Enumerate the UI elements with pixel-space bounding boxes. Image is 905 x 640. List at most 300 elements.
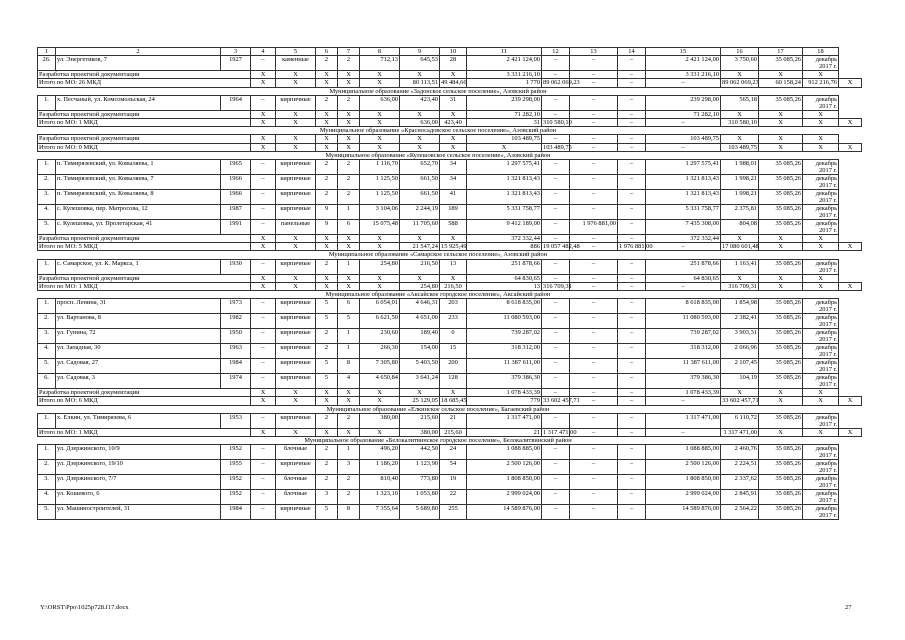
table-cell: 1 321 813,43: [467, 190, 542, 205]
table-cell: 1 297 575,41: [467, 160, 542, 175]
municipality-heading-row: [38, 291, 862, 299]
table-cell: 35 085,26: [759, 220, 803, 235]
table-cell: 1: [338, 445, 360, 460]
table-cell: –: [542, 220, 570, 235]
table-cell: –: [570, 490, 618, 505]
summary-cell: X: [360, 282, 400, 290]
table-cell: 2.: [38, 460, 56, 475]
table-cell: –: [542, 160, 570, 175]
table-cell: –: [570, 413, 618, 428]
table-cell: 588: [440, 220, 467, 235]
summary-cell: –: [646, 79, 721, 87]
table-cell: 35 085,26: [759, 359, 803, 374]
table-cell: 2 564,22: [721, 505, 759, 520]
table-cell: кирпичные: [276, 374, 316, 389]
table-cell: ул. Дзержинского, 7/7: [56, 475, 221, 490]
table-cell: 254,80: [360, 259, 400, 274]
summary-cell: 3 331 216,10: [467, 71, 542, 79]
table-cell: 1 116,70: [360, 160, 400, 175]
table-cell: 104,19: [721, 374, 759, 389]
summary-label: Разработка проектной документации: [38, 135, 251, 143]
table-row: [38, 95, 862, 110]
table-cell: декабрь 2017 г.: [803, 160, 839, 175]
table-cell: 14 589 876,00: [467, 505, 542, 520]
table-cell: просп. Ленина, 31: [56, 299, 221, 314]
table-cell: 1 998,21: [721, 175, 759, 190]
summary-row: [38, 428, 862, 436]
summary-cell: X: [360, 397, 400, 405]
table-cell: –: [618, 160, 646, 175]
summary-cell: –: [618, 282, 646, 290]
summary-cell: X: [251, 119, 276, 127]
table-cell: 1974: [221, 374, 251, 389]
table-cell: 810,40: [360, 475, 400, 490]
summary-cell: 31: [467, 119, 542, 127]
summary-cell: –: [618, 135, 646, 143]
table-cell: кирпичные: [276, 259, 316, 274]
summary-cell: X: [400, 389, 440, 397]
summary-cell: X: [440, 135, 467, 143]
table-cell: –: [570, 374, 618, 389]
summary-cell: X: [251, 243, 276, 251]
table-cell: –: [570, 259, 618, 274]
summary-cell: –: [618, 110, 646, 118]
table-cell: 1 123,90: [400, 460, 440, 475]
summary-cell: –: [542, 235, 570, 243]
summary-cell: 886: [467, 243, 542, 251]
table-cell: 2: [338, 413, 360, 428]
table-cell: 3: [316, 490, 338, 505]
table-cell: –: [570, 460, 618, 475]
summary-cell: –: [542, 135, 570, 143]
summary-cell: X: [803, 71, 839, 79]
table-cell: 5: [316, 314, 338, 329]
table-cell: –: [570, 205, 618, 220]
table-cell: –: [542, 475, 570, 490]
table-cell: –: [618, 175, 646, 190]
table-cell: 5 403,50: [400, 359, 440, 374]
table-cell: –: [251, 95, 276, 110]
table-row: [38, 344, 862, 359]
table-cell: 4 651,00: [400, 314, 440, 329]
table-cell: кирпичные: [276, 205, 316, 220]
summary-cell: X: [276, 79, 316, 87]
summary-cell: X: [440, 143, 467, 151]
summary-cell: X: [316, 282, 338, 290]
summary-cell: X: [839, 428, 862, 436]
table-cell: 2 500 126,00: [467, 460, 542, 475]
table-cell: ул. Машиностроителей, 31: [56, 505, 221, 520]
table-cell: 2 382,41: [721, 314, 759, 329]
table-cell: 1.: [38, 299, 56, 314]
table-row: [38, 445, 862, 460]
table-cell: 2 421 124,00: [646, 56, 721, 71]
table-cell: 5: [338, 314, 360, 329]
table-cell: –: [542, 56, 570, 71]
table-cell: декабрь 2017 г.: [803, 329, 839, 344]
summary-cell: X: [276, 428, 316, 436]
summary-cell: 49 484,66: [441, 79, 467, 87]
table-cell: 41: [440, 190, 467, 205]
table-cell: 1 321 813,43: [646, 175, 721, 190]
summary-cell: X: [338, 135, 360, 143]
summary-cell: –: [618, 235, 646, 243]
table-cell: –: [542, 460, 570, 475]
table-cell: 8 618 835,00: [467, 299, 542, 314]
table-cell: 2.: [38, 314, 56, 329]
table-cell: ул. Энергетиков, 7: [56, 56, 221, 71]
column-number: 7: [338, 48, 360, 56]
summary-cell: –: [618, 274, 646, 282]
table-cell: 1: [338, 344, 360, 359]
table-cell: –: [542, 95, 570, 110]
table-cell: 6 110,72: [721, 413, 759, 428]
table-cell: 1991: [221, 220, 251, 235]
table-cell: 11 387 611,00: [467, 359, 542, 374]
table-cell: –: [251, 445, 276, 460]
summary-cell: 33 602 457,71: [543, 397, 580, 405]
summary-cell: X: [839, 243, 862, 251]
summary-cell: 779: [467, 397, 542, 405]
table-cell: 3.: [38, 329, 56, 344]
table-cell: –: [251, 299, 276, 314]
summary-label: Разработка проектной документации: [38, 389, 251, 397]
column-number: 17: [759, 48, 803, 56]
table-cell: 661,50: [400, 190, 440, 205]
table-cell: 3 750,60: [721, 56, 759, 71]
summary-cell: X: [338, 282, 360, 290]
table-cell: –: [570, 175, 618, 190]
summary-label: Итого по МО: 5 МКД: [38, 243, 251, 251]
table-cell: 6 621,50: [360, 314, 400, 329]
summary-cell: 103 489,75: [543, 143, 572, 151]
table-cell: 1 297 575,41: [646, 160, 721, 175]
table-row: [38, 475, 862, 490]
table-row: [38, 359, 862, 374]
table-cell: 5: [316, 505, 338, 520]
table-cell: –: [251, 220, 276, 235]
table-cell: 8: [338, 359, 360, 374]
table-cell: 2: [338, 160, 360, 175]
table-cell: 2 337,62: [721, 475, 759, 490]
table-cell: п. Тимирязевский, ул. Ковыляева, 8: [56, 190, 221, 205]
table-cell: 230,60: [360, 329, 400, 344]
table-cell: 2 224,51: [721, 460, 759, 475]
summary-cell: X: [803, 282, 839, 290]
table-cell: ул. Садовая, 27: [56, 359, 221, 374]
table-cell: х. Песчаный, ул. Комсомольская, 24: [56, 95, 221, 110]
table-cell: 9: [316, 205, 338, 220]
column-number: 10: [440, 48, 467, 56]
summary-cell: 71 282,10: [646, 110, 721, 118]
table-cell: –: [542, 374, 570, 389]
table-cell: декабрь 2017 г.: [803, 259, 839, 274]
summary-cell: X: [803, 143, 839, 151]
table-cell: –: [618, 56, 646, 71]
table-cell: 2: [316, 413, 338, 428]
column-number: 13: [570, 48, 618, 56]
table-cell: 5: [316, 299, 338, 314]
summary-cell: X: [759, 119, 803, 127]
table-cell: 1 321 813,43: [646, 190, 721, 205]
municipality-heading-row: [38, 405, 862, 413]
summary-label: Итого по МО: 1 МКД: [38, 119, 251, 127]
summary-cell: X: [467, 143, 542, 151]
table-cell: –: [542, 490, 570, 505]
table-cell: 2: [338, 95, 360, 110]
column-number: 8: [360, 48, 400, 56]
table-cell: –: [570, 299, 618, 314]
summary-row: [38, 243, 862, 251]
summary-cell: –: [542, 389, 570, 397]
table-cell: –: [570, 445, 618, 460]
table-cell: кирпичные: [276, 505, 316, 520]
table-cell: 1 808 850,00: [467, 475, 542, 490]
summary-cell: X: [316, 235, 338, 243]
table-cell: 1966: [221, 175, 251, 190]
summary-cell: –: [570, 243, 618, 251]
table-cell: 5 331 758,77: [646, 205, 721, 220]
summary-cell: 80 113,51: [400, 79, 440, 87]
table-cell: п. Тимирязевский, ул. Ковыляева, 1: [56, 160, 221, 175]
summary-cell: X: [400, 110, 440, 118]
table-cell: декабрь 2017 г.: [803, 460, 839, 475]
municipality-heading: Муниципальное образование «Самарское сельское поселение», Азовский район: [38, 251, 839, 259]
table-cell: блочные: [276, 475, 316, 490]
summary-cell: 18 685,45: [441, 397, 467, 405]
table-cell: 13: [440, 259, 467, 274]
table-cell: 379 386,30: [646, 374, 721, 389]
table-cell: 2 460,76: [721, 445, 759, 460]
table-cell: –: [618, 413, 646, 428]
table-cell: кирпичные: [276, 175, 316, 190]
summary-cell: 21 547,24: [400, 243, 440, 251]
summary-cell: X: [276, 397, 316, 405]
table-row: [38, 505, 862, 520]
table-cell: ул. Западная, 30: [56, 344, 221, 359]
table-cell: 380,00: [360, 413, 400, 428]
table-cell: х. Елкин, ул. Тимирязева, 6: [56, 413, 221, 428]
table-cell: –: [570, 160, 618, 175]
table-cell: 1 088 885,00: [467, 445, 542, 460]
summary-cell: –: [570, 274, 618, 282]
summary-cell: –: [646, 143, 721, 151]
table-cell: 496,20: [360, 445, 400, 460]
summary-cell: X: [360, 235, 400, 243]
summary-cell: X: [440, 235, 467, 243]
summary-cell: X: [276, 143, 316, 151]
summary-cell: –: [646, 428, 721, 436]
table-cell: с. Кулешовка, пер. Матросова, 12: [56, 205, 221, 220]
table-cell: 22: [440, 490, 467, 505]
table-row: [38, 329, 862, 344]
summary-cell: X: [338, 235, 360, 243]
table-cell: декабрь 2017 г.: [803, 95, 839, 110]
summary-cell: 316 709,31: [543, 282, 572, 290]
table-cell: 1 988,01: [721, 160, 759, 175]
summary-cell: 636,00: [400, 119, 440, 127]
table-cell: 3 104,06: [360, 205, 400, 220]
summary-row: [38, 274, 862, 282]
summary-cell: X: [759, 71, 803, 79]
table-cell: ул. Вартанова, 8: [56, 314, 221, 329]
table-cell: –: [251, 175, 276, 190]
summary-cell: X: [276, 119, 316, 127]
table-cell: 8 618 835,00: [646, 299, 721, 314]
summary-cell: X: [803, 235, 839, 243]
summary-cell: X: [316, 389, 338, 397]
table-cell: 1: [338, 329, 360, 344]
table-cell: 661,50: [400, 175, 440, 190]
summary-cell: X: [251, 235, 276, 243]
summary-cell: –: [570, 79, 618, 87]
table-cell: –: [618, 344, 646, 359]
table-cell: 35 085,26: [759, 205, 803, 220]
summary-cell: X: [251, 143, 276, 151]
summary-cell: X: [316, 143, 338, 151]
municipality-heading: Муниципальное образование «Кулешовское сельское поселение», Азовский район: [38, 151, 839, 159]
column-number: 3: [221, 48, 251, 56]
summary-cell: X: [360, 135, 400, 143]
table-cell: –: [251, 314, 276, 329]
table-cell: блочные: [276, 445, 316, 460]
summary-cell: X: [316, 397, 338, 405]
table-cell: ул. Дзержинского, 19/10: [56, 460, 221, 475]
table-cell: 6: [338, 220, 360, 235]
summary-cell: X: [360, 243, 400, 251]
table-cell: 739 287,02: [467, 329, 542, 344]
summary-cell: X: [276, 243, 316, 251]
column-number: 6: [316, 48, 338, 56]
summary-cell: X: [316, 243, 338, 251]
summary-cell: X: [338, 243, 360, 251]
table-cell: 1: [338, 259, 360, 274]
summary-cell: X: [400, 143, 440, 151]
table-cell: 4.: [38, 205, 56, 220]
table-cell: 739 287,02: [646, 329, 721, 344]
table-cell: –: [251, 475, 276, 490]
table-cell: –: [618, 95, 646, 110]
summary-cell: X: [316, 119, 338, 127]
table-cell: 2: [316, 445, 338, 460]
summary-label: Разработка проектной документации: [38, 110, 251, 118]
summary-cell: X: [400, 135, 440, 143]
summary-row: [38, 235, 862, 243]
summary-cell: X: [839, 397, 862, 405]
table-cell: –: [570, 475, 618, 490]
summary-cell: X: [759, 235, 803, 243]
page-number: 27: [845, 604, 852, 611]
summary-cell: 89 062 069,23: [543, 79, 580, 87]
table-cell: 21: [440, 413, 467, 428]
summary-row: [38, 389, 862, 397]
summary-cell: X: [338, 274, 360, 282]
table-cell: 1 808 850,00: [646, 475, 721, 490]
table-cell: кирпичные: [276, 413, 316, 428]
column-number: 4: [251, 48, 276, 56]
table-cell: 1 186,20: [360, 460, 400, 475]
summary-cell: X: [276, 389, 316, 397]
summary-cell: X: [338, 119, 360, 127]
table-cell: 0: [440, 329, 467, 344]
summary-cell: X: [338, 389, 360, 397]
summary-cell: X: [759, 143, 803, 151]
table-cell: 442,50: [400, 445, 440, 460]
table-cell: –: [251, 344, 276, 359]
table-cell: 652,70: [400, 160, 440, 175]
table-cell: –: [251, 329, 276, 344]
table-cell: 7 355,64: [360, 505, 400, 520]
summary-cell: –: [618, 397, 646, 405]
summary-cell: X: [803, 135, 839, 143]
summary-cell: X: [251, 389, 276, 397]
table-cell: 2: [338, 175, 360, 190]
table-cell: 1 998,21: [721, 190, 759, 205]
summary-row: [38, 110, 862, 118]
table-cell: 1984: [221, 505, 251, 520]
summary-cell: 912 216,76: [803, 79, 839, 87]
summary-cell: X: [360, 119, 400, 127]
table-cell: 239 298,00: [646, 95, 721, 110]
table-cell: 1 976 881,00: [570, 220, 618, 235]
municipality-heading: Муниципальное образование «Елкинское сельское поселение», Багаевский район: [38, 405, 839, 413]
summary-cell: X: [251, 282, 276, 290]
table-cell: 1965: [221, 160, 251, 175]
table-cell: 636,00: [360, 95, 400, 110]
table-row: [38, 56, 862, 71]
summary-cell: X: [839, 79, 862, 87]
table-cell: 2: [316, 175, 338, 190]
table-cell: 2: [316, 344, 338, 359]
table-cell: декабрь 2017 г.: [803, 175, 839, 190]
table-cell: 2: [316, 259, 338, 274]
column-number: 11: [467, 48, 542, 56]
summary-cell: 64 830,65: [467, 274, 542, 282]
summary-cell: X: [839, 119, 862, 127]
summary-cell: X: [338, 143, 360, 151]
summary-cell: X: [839, 282, 862, 290]
table-cell: 35 085,26: [759, 190, 803, 205]
table-row: [38, 160, 862, 175]
summary-cell: –: [542, 71, 570, 79]
summary-cell: X: [803, 397, 839, 405]
table-cell: 255: [440, 505, 467, 520]
table-cell: декабрь 2017 г.: [803, 359, 839, 374]
table-cell: 2 845,91: [721, 490, 759, 505]
municipality-heading: Муниципальное образование «Белокалитвинское городское поселение», Белокалитвинский район: [38, 437, 839, 445]
table-cell: –: [251, 359, 276, 374]
summary-cell: 254,80: [400, 282, 440, 290]
table-cell: 1987: [221, 205, 251, 220]
table-cell: 1955: [221, 460, 251, 475]
summary-cell: –: [570, 235, 618, 243]
summary-cell: X: [759, 397, 803, 405]
table-cell: кирпичные: [276, 460, 316, 475]
table-cell: декабрь 2017 г.: [803, 205, 839, 220]
column-number: 1: [38, 48, 56, 56]
summary-cell: –: [542, 274, 570, 282]
summary-cell: 60 158,24: [759, 79, 803, 87]
summary-cell: –: [570, 428, 618, 436]
table-cell: декабрь 2017 г.: [803, 445, 839, 460]
table-cell: 189,40: [400, 329, 440, 344]
summary-cell: X: [338, 71, 360, 79]
table-cell: 1 317 471,00: [646, 413, 721, 428]
summary-cell: X: [400, 71, 440, 79]
table-cell: 26.: [38, 56, 56, 71]
table-cell: –: [618, 490, 646, 505]
table-cell: 2 421 124,00: [467, 56, 542, 71]
